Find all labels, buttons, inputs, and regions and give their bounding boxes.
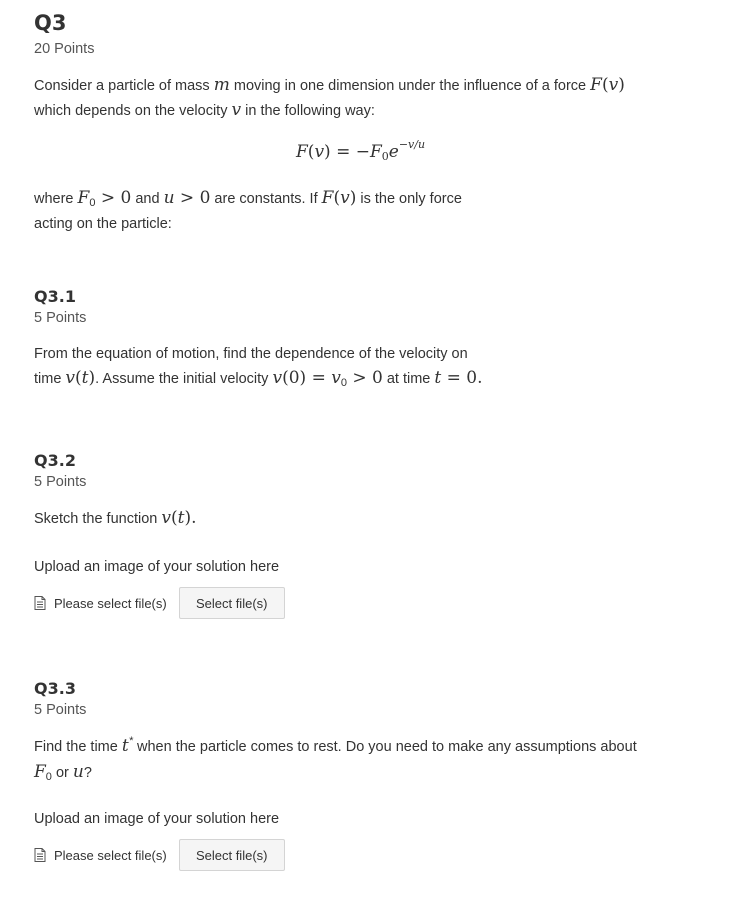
where-text-c: are constants. If (210, 191, 322, 207)
select-files-button-3-2[interactable]: Select file(s) (179, 587, 285, 619)
q3-1-text-c: . Assume the initial velocity (95, 371, 273, 387)
q3-1-text-d: at time (382, 371, 435, 387)
intro-text-a: Consider a particle of mass (34, 78, 214, 94)
question-points: 20 Points (34, 41, 95, 57)
subquestion-title-3-1: Q3.1 (34, 287, 76, 306)
where-text-d: is the only force (356, 191, 462, 207)
q3-3-text-c: or (51, 765, 73, 781)
subquestion-points-3-3: 5 Points (34, 702, 87, 718)
intro-text-b: moving in one dimension under the influence of a force (229, 78, 591, 94)
q3-3-text-d: ? (83, 765, 92, 781)
q3-3-text-b: when the particle comes to rest. Do you need to make any assumptions about (132, 739, 637, 755)
math-F-v: F (590, 75, 602, 95)
q3-2-text-a: Sketch the function (34, 511, 162, 527)
math-m: m (213, 75, 230, 95)
force-equation: $F(v) = -F_0e^{-v/u}$ (296, 138, 426, 163)
question-conditions: where $F_0 > 0$ and u > 0 are constants. If F(v) is the only force acting on the particle: (34, 188, 462, 232)
file-status-label: Please select file(s) (54, 595, 167, 611)
subquestion-text-3-3: Find the time t* when the particle comes to rest. Do you need to make any assumptions about $F_0$ or u? (34, 735, 637, 783)
file-icon (34, 596, 46, 610)
subquestion-points-3-2: 5 Points (34, 474, 87, 490)
upload-prompt-3-3: Upload an image of your solution here (34, 811, 280, 827)
file-status-label: Please select file(s) (54, 847, 167, 863)
intro-text-d: in the following way: (241, 103, 375, 119)
upload-prompt-3-2: Upload an image of your solution here (34, 559, 280, 575)
intro-text-c: which depends on the velocity (34, 103, 232, 119)
upload-row-3-2 (34, 587, 285, 619)
where-text-b: and (131, 191, 164, 207)
q3-1-text-a: From the equation of motion, find the dependence of the velocity on (34, 346, 468, 362)
file-icon (34, 848, 46, 862)
q3-3-text-a: Find the time (34, 739, 122, 755)
where-text-e: acting on the particle: (34, 216, 172, 232)
question-intro: Consider a particle of mass m moving in one dimension under the influence of a force F(v) which depends on the velocity v in the following way: (34, 75, 625, 120)
select-files-button-3-3[interactable]: Select file(s) (179, 839, 285, 871)
subquestion-title-3-2: Q3.2 (34, 451, 76, 470)
q3-1-text-b: time (34, 371, 66, 387)
subquestion-title-3-3: Q3.3 (34, 679, 76, 698)
upload-row-3-3 (34, 839, 285, 871)
subquestion-text-3-2: Sketch the function v(t). (34, 508, 197, 528)
subquestion-points-3-1: 5 Points (34, 310, 87, 326)
where-text-a: where (34, 191, 78, 207)
question-title: Q3 (34, 11, 67, 35)
subquestion-text-3-1: From the equation of motion, find the dependence of the velocity on time v(t). Assume the initial velocity $v(0) = v_0 > 0$ at time t = 0. (34, 346, 483, 389)
math-v: v (231, 100, 242, 120)
